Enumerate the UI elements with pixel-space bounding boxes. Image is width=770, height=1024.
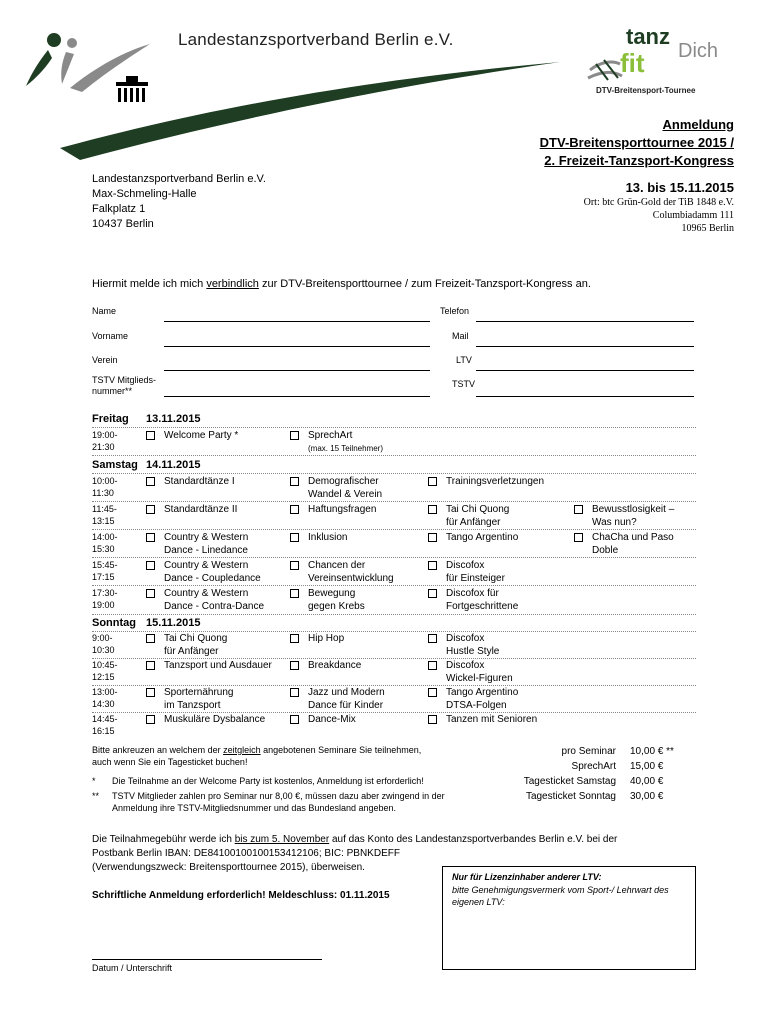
address-line-4: 10437 Berlin [92, 218, 154, 230]
ltv-box-line-1: bitte Genehmigungsvermerk vom Sport-/ Lehrwart des [452, 885, 669, 895]
note-star: * [92, 776, 96, 786]
note-tstv-2: Anmeldung ihre TSTV-Mitgliedsnummer und das Bundesland angeben. [112, 803, 397, 813]
name-field[interactable] [164, 321, 430, 322]
seminar-label-line2: Dance - Contra-Dance [164, 601, 265, 612]
checkbox[interactable] [428, 561, 437, 570]
checkbox[interactable] [290, 561, 299, 570]
checkbox[interactable] [290, 661, 299, 670]
price-value: 15,00 € [630, 761, 664, 772]
intro-text: Hiermit melde ich mich verbindlich zur DTV-Breitensporttournee / zum Freizeit-Tanzsport-Kongress an. [92, 278, 591, 290]
event-dates: 13. bis 15.11.2015 [625, 180, 734, 195]
note-welcome-party: Die Teilnahme an der Welcome Party ist kostenlos, Anmeldung ist erforderlich! [112, 776, 424, 786]
tstv-label: TSTV [452, 379, 476, 389]
checkbox[interactable] [428, 533, 437, 542]
seminar-label-line2: für Anfänger [446, 517, 501, 528]
checkbox[interactable] [146, 505, 155, 514]
seminar-label-line2: für Einsteiger [446, 573, 505, 584]
seminar-label-line2: Hustle Style [446, 646, 500, 657]
note-double-star: ** [92, 791, 100, 801]
slot-time-end: 11:30 [92, 488, 114, 498]
friday-label: Freitag [92, 413, 129, 425]
payment-line-1: Die Teilnahmegebühr werde ich bis zum 5. November auf das Konto des Landestanzsportverbandes Berlin e.V. bei der [92, 834, 618, 845]
slot-time-end: 14:30 [92, 699, 115, 709]
saturday-date: 14.11.2015 [146, 459, 201, 471]
deadline-text: Schriftliche Anmeldung erforderlich! Meldeschluss: 01.11.2015 [92, 890, 390, 901]
checkbox[interactable] [428, 661, 437, 670]
checkbox[interactable] [290, 533, 299, 542]
price-value: 40,00 € [630, 776, 664, 787]
slot-time-end: 16:15 [92, 726, 115, 736]
vorname-label: Vorname [92, 331, 129, 341]
checkbox[interactable] [428, 715, 437, 724]
note-tstv-1: TSTV Mitglieder zahlen pro Seminar nur 8,00 €, müssen dazu aber zwingend in der [112, 791, 445, 801]
price-label: Tagesticket Sonntag [525, 791, 616, 802]
verein-label: Verein [92, 355, 118, 365]
mail-field[interactable] [476, 346, 694, 347]
logo-subtitle: DTV-Breitensport-Tournee [596, 86, 696, 95]
event-place-3: 10965 Berlin [681, 223, 734, 234]
address-line-3: Falkplatz 1 [92, 203, 146, 215]
slot-time-start: 13:00- [92, 687, 118, 697]
title-line-1: Anmeldung [662, 117, 734, 132]
checkbox[interactable] [146, 589, 155, 598]
title-line-2: DTV-Breitensporttournee 2015 / [539, 135, 734, 150]
ltv-label: LTV [456, 355, 472, 365]
price-value: 10,00 € ** [630, 746, 674, 757]
checkbox[interactable] [146, 661, 155, 670]
payment-line-2: Postbank Berlin IBAN: DE84100100100153412106; BIC: PBNKDEFF [92, 848, 400, 859]
seminar-label-line2: für Anfänger [164, 646, 219, 657]
checkbox[interactable] [146, 561, 155, 570]
name-label: Name [92, 306, 117, 316]
seminar-label-line2: Dance - Linedance [164, 545, 248, 556]
price-label: pro Seminar [561, 746, 616, 757]
seminar-label-line2: Fortgeschrittene [446, 601, 519, 612]
slot-time-start: 10:45- [92, 660, 118, 670]
price-label: Tagesticket Samstag [523, 776, 616, 787]
slot-time-start: 14:45- [92, 714, 118, 724]
tstv-number-label-1: TSTV Mitglieds- [92, 375, 157, 385]
seminar-label-line2: Dance für Kinder [308, 700, 384, 711]
slot-time-start: 17:30- [92, 588, 118, 598]
title-line-3: 2. Freizeit-Tanzsport-Kongress [544, 153, 734, 168]
friday-time-start: 19:00- [92, 430, 118, 440]
tstv-field[interactable] [476, 396, 694, 397]
seminar-label-line2: Wandel & Verein [308, 489, 383, 500]
event-place-2: Columbiadamm 111 [652, 210, 734, 221]
slot-time-end: 19:00 [92, 600, 115, 610]
lsv-logo-icon [26, 33, 150, 102]
checkbox[interactable] [146, 431, 155, 440]
checkbox[interactable] [574, 533, 583, 542]
telefon-label: Telefon [440, 306, 470, 316]
price-value: 30,00 € [630, 791, 664, 802]
slot-time-start: 10:00- [92, 476, 118, 486]
address-line-1: Landestanzsportverband Berlin e.V. [92, 173, 266, 185]
checkbox[interactable] [428, 634, 437, 643]
sprechart-note: (max. 15 Teilnehmer) [308, 444, 383, 453]
address-line-2: Max-Schmeling-Halle [92, 188, 197, 200]
seminar-label-line2: gegen Krebs [308, 601, 365, 612]
verein-field[interactable] [164, 370, 430, 371]
checkbox[interactable] [290, 688, 299, 697]
logo-word-dich: Dich [678, 40, 719, 62]
ltv-field[interactable] [476, 370, 694, 371]
event-place-1: Ort: btc Grün-Gold der TiB 1848 e.V. [583, 197, 734, 208]
payment-line-3: (Verwendungszweck: Breitensporttournee 2015), überweisen. [92, 862, 365, 873]
seminar-label-line2: im Tanzsport [164, 700, 221, 711]
checkbox[interactable] [428, 477, 437, 486]
checkbox[interactable] [290, 589, 299, 598]
slot-time-end: 12:15 [92, 672, 115, 682]
checkbox[interactable] [428, 505, 437, 514]
sunday-date: 15.11.2015 [146, 617, 201, 629]
seminar-label-line2: Doble [592, 545, 619, 556]
checkbox[interactable] [146, 533, 155, 542]
checkbox[interactable] [146, 477, 155, 486]
seminar-label-line2: Dance - Coupledance [164, 573, 261, 584]
friday-time-end: 21:30 [92, 442, 115, 452]
checkbox[interactable] [146, 715, 155, 724]
slot-time-end: 10:30 [92, 645, 115, 655]
checkbox[interactable] [574, 505, 583, 514]
checkbox[interactable] [146, 634, 155, 643]
slot-time-end: 13:15 [92, 516, 115, 526]
telefon-field[interactable] [476, 321, 694, 322]
saturday-label: Samstag [92, 459, 138, 471]
logo-word-fit: fit [620, 48, 645, 78]
slot-time-end: 15:30 [92, 544, 115, 554]
signature-line[interactable] [92, 959, 322, 960]
mail-label: Mail [452, 331, 469, 341]
tstv-number-label-2: nummer** [92, 386, 133, 396]
price-label: SprechArt [571, 761, 616, 772]
slot-time-start: 14:00- [92, 532, 118, 542]
friday-date: 13.11.2015 [146, 413, 201, 425]
slot-time-start: 9:00- [92, 633, 113, 643]
checkbox[interactable] [428, 688, 437, 697]
checkbox[interactable] [290, 505, 299, 514]
org-name: Landestanzsportverband Berlin e.V. [178, 30, 454, 49]
seminar-label-line2: DTSA-Folgen [446, 700, 507, 711]
vorname-field[interactable] [164, 346, 430, 347]
seminar-label-line2: Vereinsentwicklung [308, 573, 394, 584]
tanzfit-logo-icon [588, 60, 622, 80]
slot-time-start: 15:45- [92, 560, 118, 570]
checkbox[interactable] [428, 589, 437, 598]
checkbox[interactable] [290, 634, 299, 643]
seminar-label-line2: Wickel-Figuren [446, 673, 513, 684]
signature-label: Datum / Unterschrift [92, 963, 173, 973]
seminar-label-line2: Was nun? [592, 517, 637, 528]
sunday-label: Sonntag [92, 617, 136, 629]
ltv-box-title: Nur für Lizenzinhaber anderer LTV: [452, 872, 602, 882]
checkbox[interactable] [290, 715, 299, 724]
note-crossing: Bitte ankreuzen an welchem der zeitgleich angebotenen Seminare Sie teilnehmen, [92, 745, 422, 755]
logo-word-tanz: tanz [626, 24, 670, 49]
tstv-number-field[interactable] [164, 396, 430, 397]
slot-time-start: 11:45- [92, 504, 117, 514]
checkbox[interactable] [290, 431, 299, 440]
ltv-box-line-2: eigenen LTV: [452, 897, 505, 907]
slot-time-end: 17:15 [92, 572, 115, 582]
checkbox[interactable] [290, 477, 299, 486]
note-crossing-2: auch wenn Sie ein Tagesticket buchen! [92, 757, 248, 767]
checkbox[interactable] [146, 688, 155, 697]
